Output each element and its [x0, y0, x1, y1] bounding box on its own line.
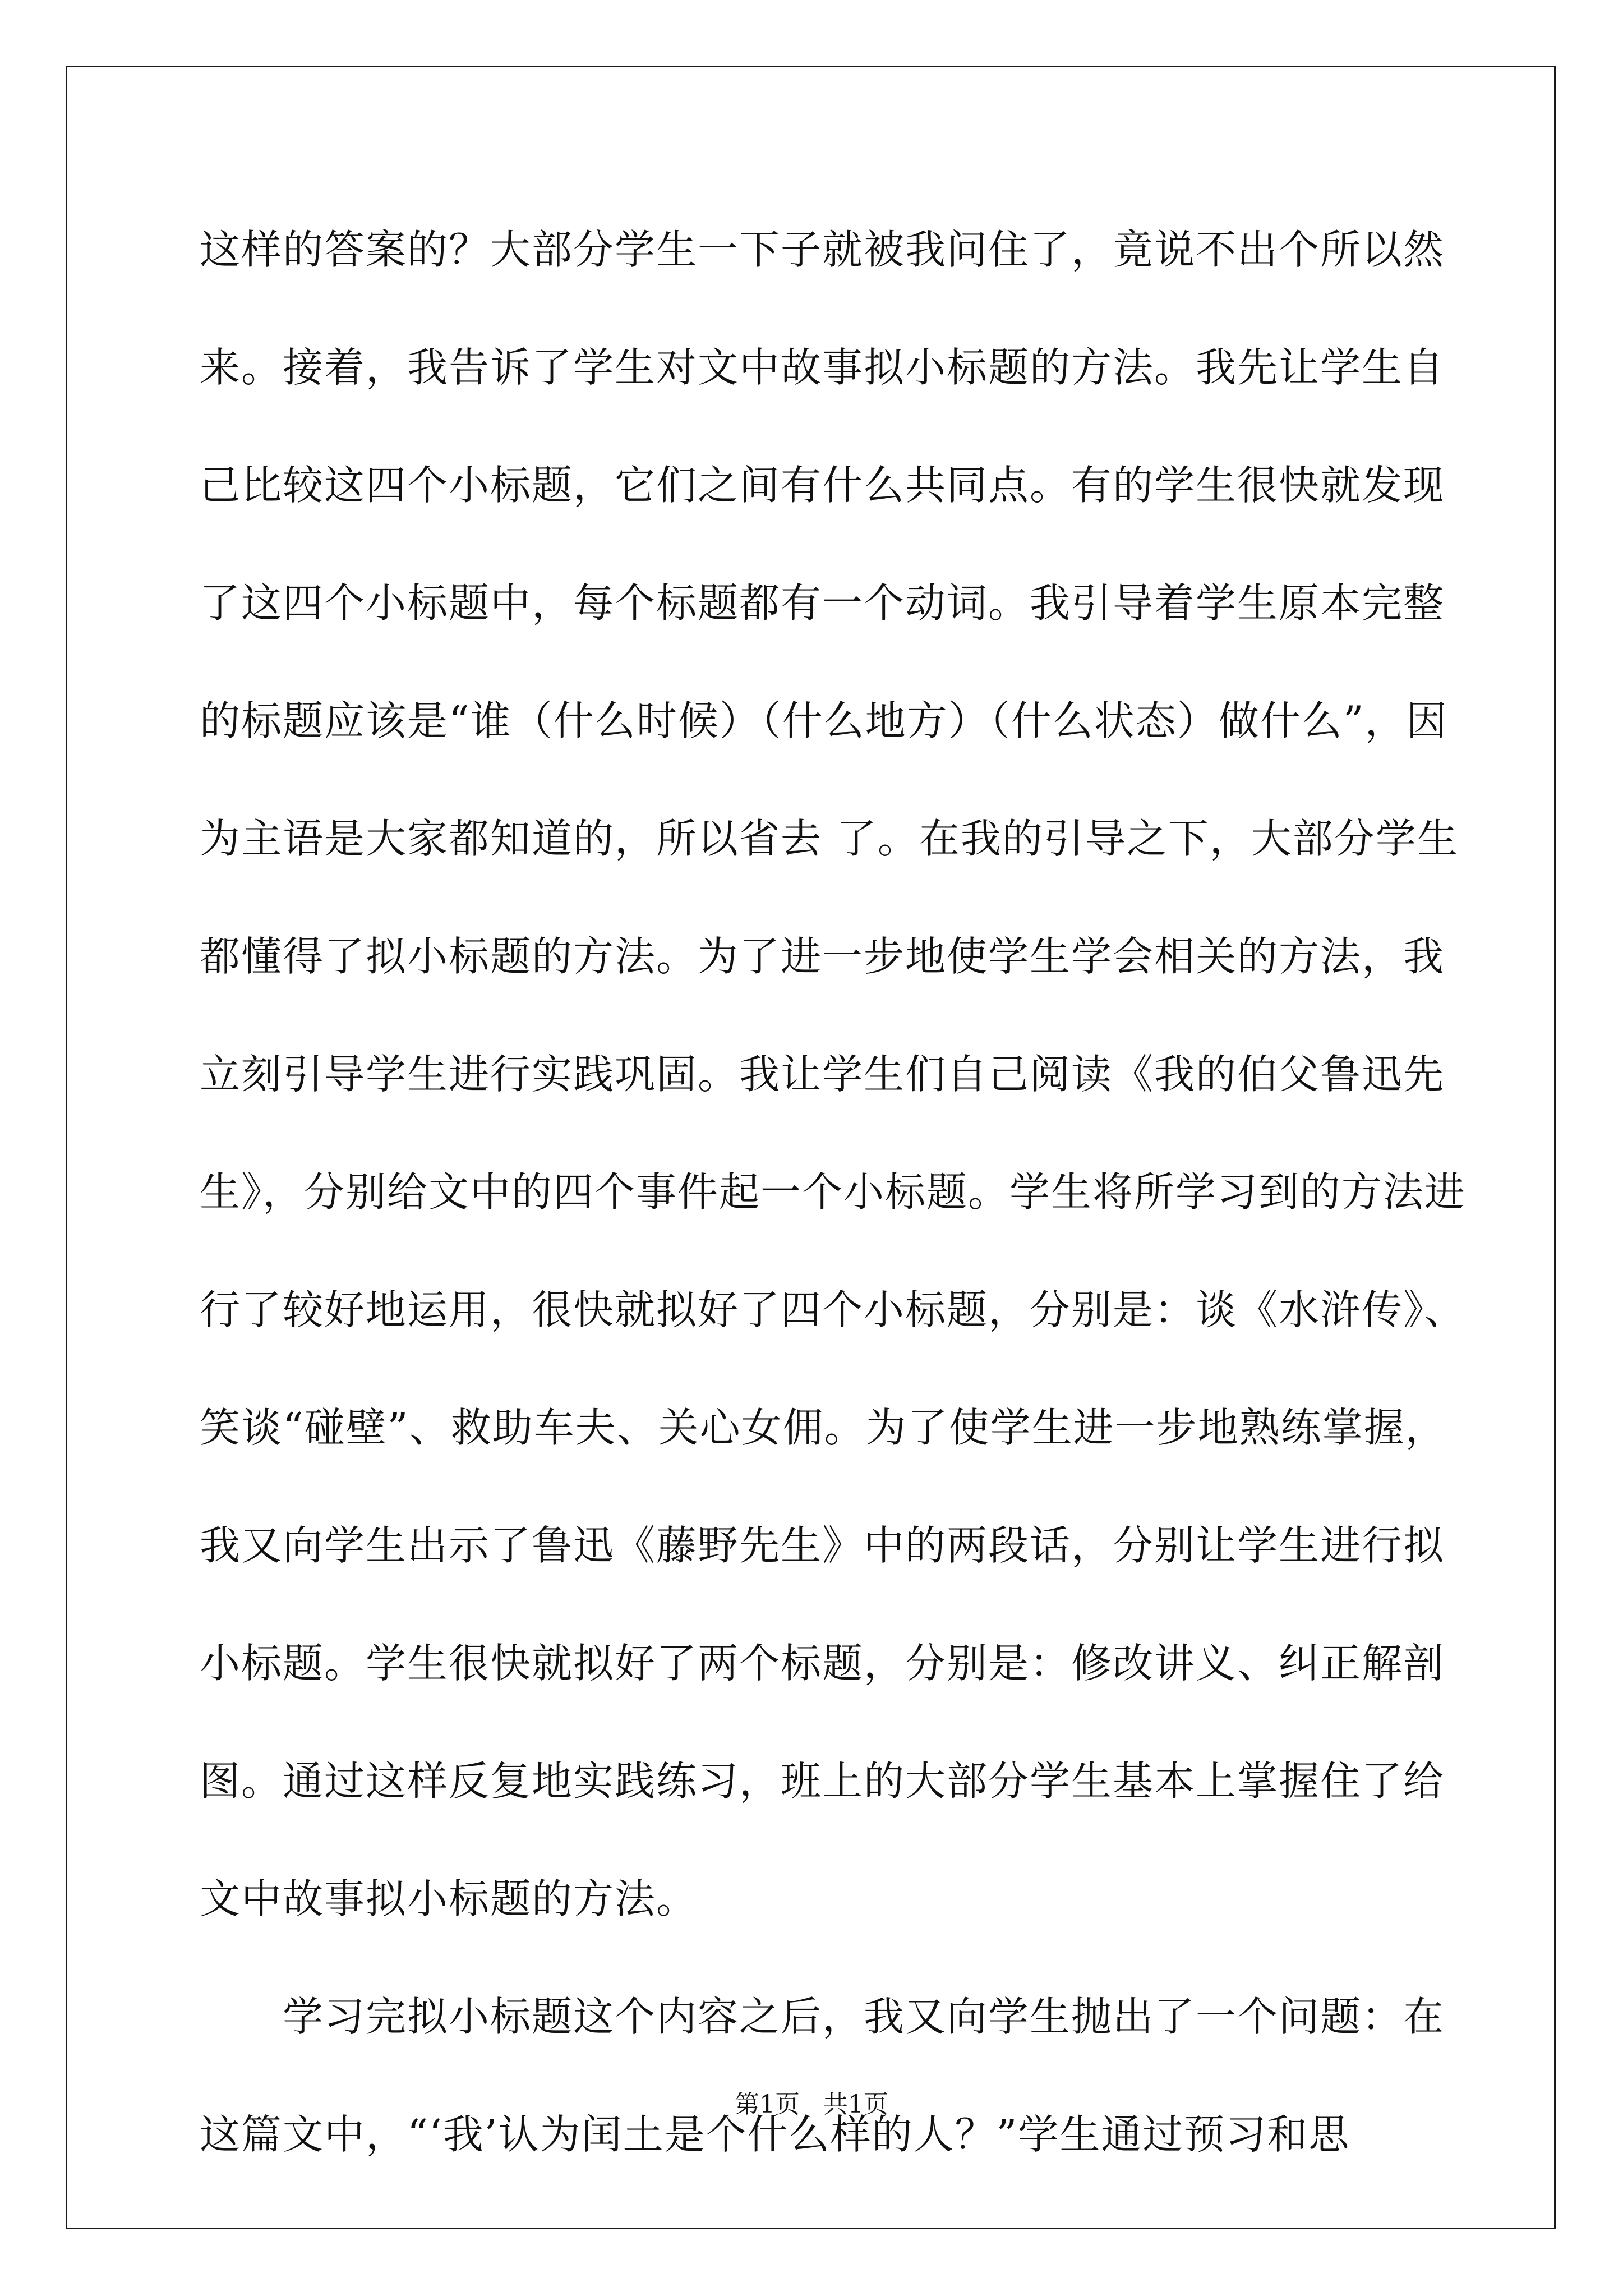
text-line: 行了较好地运用，很快就拟好了四个小标题，分别是：谈《水浒传》、: [200, 1286, 1467, 1333]
text-line: 文中故事拟小标题的方法。: [200, 1875, 698, 1922]
text-line: 立刻引导学生进行实践巩固。我让学生们自己阅读《我的伯父鲁迅先: [200, 1051, 1445, 1098]
text-line: 来。接着，我告诉了学生对文中故事拟小标题的方法。我先让学生自: [200, 344, 1445, 391]
page-number-footer: 第1页 共1页: [735, 2090, 888, 2119]
text-line: 生》，分别给文中的四个事件起一个小标题。学生将所学习到的方法进: [200, 1168, 1467, 1216]
document-body: [200, 222, 1467, 2224]
text-line: 小标题。学生很快就拟好了两个标题，分别是：修改讲义、纠正解剖: [200, 1640, 1445, 1687]
text-line: 己比较这四个小标题，它们之间有什么共同点。有的学生很快就发现: [200, 462, 1445, 509]
text-line: 的标题应该是“谁（什么时候）（什么地方）（什么状态）做什么”，因: [200, 697, 1448, 744]
text-line: 笑谈“碰壁”、救助车夫、关心女佣。为了使学生进一步地熟练掌握，: [200, 1404, 1447, 1451]
paragraph-first-line: 学习完拟小标题这个内容之后，我又向学生抛出了一个问题：在: [283, 1993, 1445, 2040]
text-line: 为主语是大家都知道的，所以省去 了。在我的引导之下，大部分学生: [200, 815, 1459, 862]
text-line: 这篇文中，“‘我’认为闰土是个什么样的人？”学生通过预习和思: [200, 2111, 1350, 2158]
text-line: 图。通过这样反复地实践练习，班上的大部分学生基本上掌握住了给: [200, 1757, 1445, 1805]
text-line: 我又向学生出示了鲁迅《藤野先生》中的两段话，分别让学生进行拟: [200, 1522, 1445, 1569]
text-line: 都懂得了拟小标题的方法。为了进一步地使学生学会相关的方法，我: [200, 933, 1445, 980]
text-line: 了这四个小标题中，每个标题都有一个动词。我引导着学生原本完整: [200, 579, 1445, 627]
text-line: 这样的答案的？大部分学生一下子就被我问住了，竟说不出个所以然: [200, 226, 1445, 273]
